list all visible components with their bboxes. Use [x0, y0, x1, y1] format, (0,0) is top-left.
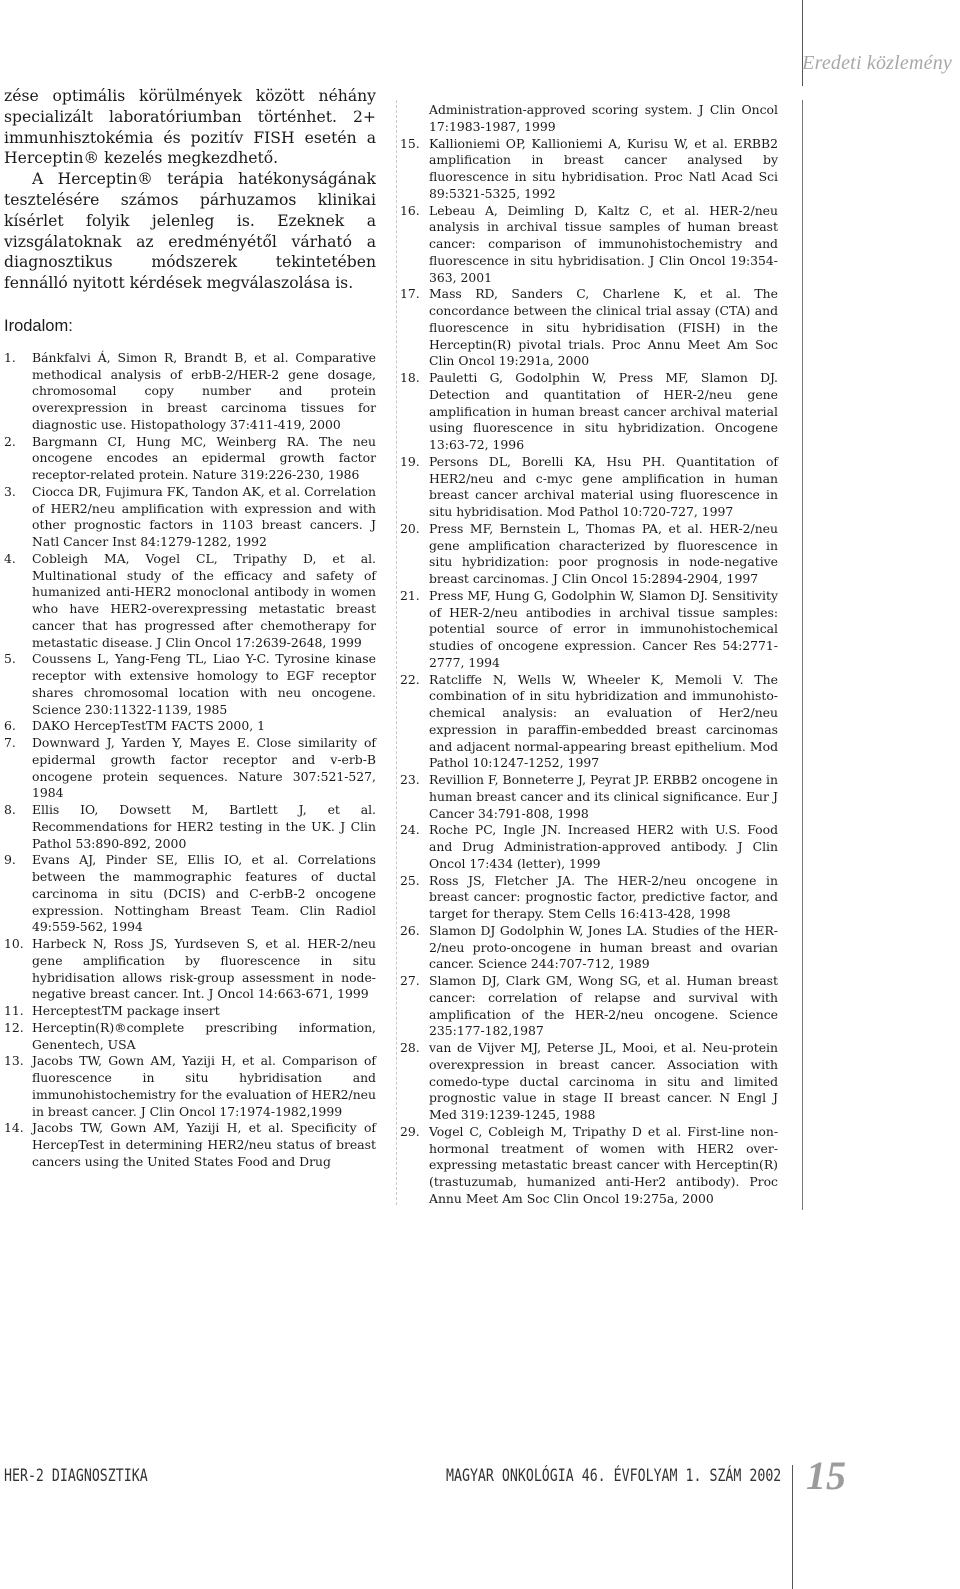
- reference-number: 11.: [4, 1003, 24, 1019]
- reference-number: 21.: [400, 587, 420, 603]
- reference-text: Herceptin(R)®complete prescribing information, Genentech, USA: [32, 1019, 376, 1052]
- reference-text: Ross JS, Fletcher JA. The HER-2/neu oncogene in breast cancer: prognostic factor, predictive factor, and target for therapy. Stem Cells 16:413-428, 1998: [429, 872, 778, 921]
- reference-item: [400, 203, 778, 287]
- right-column: [400, 102, 778, 1208]
- reference-text: Cobleigh MA, Vogel CL, Tripathy D, et al. Multinational study of the efficacy and safety of humanized anti-HER2 monoclonal antibody in women who have HER2-overexpressing metastatic breast cancer that has progressed after chemotherapy for metastatic disease. J Clin Oncol 17:2639-2648, 1999: [32, 550, 376, 650]
- reference-item: [400, 672, 778, 773]
- reference-list-right: [400, 102, 778, 1208]
- reference-item: [4, 484, 376, 551]
- reference-number: 10.: [4, 936, 24, 952]
- reference-number: 27.: [400, 973, 420, 988]
- reference-number: 28.: [400, 1040, 420, 1055]
- reference-number: 18.: [400, 370, 420, 385]
- reference-text: Evans AJ, Pinder SE, Ellis IO, et al. Correlations between the mammographic features of ductal carcinoma in situ (DCIS) and C-erbB-2 oncogene expression. Nottingham Breast Team. Clin Radiol 49:559-562, 1994: [32, 852, 376, 935]
- reference-item: [4, 802, 376, 852]
- reference-item: [4, 852, 376, 936]
- reference-item: [400, 588, 778, 672]
- reference-number: 24.: [400, 822, 420, 838]
- reference-text: Vogel C, Cobleigh M, Tripathy D et al. First-line non-hormonal treatment of women with HER2 over-expressing metastatic breast cancer with Herceptin(R) (trastuzumab, humanized anti-Her2 antibody). Proc Annu Meet Am Soc Clin Oncol 19:275a, 2000: [429, 1123, 778, 1206]
- reference-text: van de Vijver MJ, Peterse JL, Mooi, et al. Neu-protein overexpression in breast cancer. Association with comedo-type ductal carcinoma in situ and limited prognostic value in stage II breast cancer. N Engl J Med 319:1239-1245, 1988: [429, 1040, 778, 1122]
- reference-number: 3.: [4, 483, 16, 499]
- reference-item: [400, 923, 778, 973]
- reference-item: [4, 651, 376, 718]
- reference-text: Kallioniemi OP, Kallioniemi A, Kurisu W, et al. ERBB2 amplification in breast cancer analysed by fluorescence in situ hybridisation. Proc Natl Acad Sci 89:5321-5325, 1992: [429, 135, 778, 201]
- reference-text: Jacobs TW, Gown AM, Yaziji H, et al. Specificity of HercepTest in determining HER2/neu status of breast cancers using the United States Food and Drug: [32, 1120, 376, 1169]
- left-column: [4, 86, 376, 1171]
- reference-item: [400, 521, 778, 588]
- reference-item: [400, 873, 778, 923]
- reference-text: Persons DL, Borelli KA, Hsu PH. Quantitation of HER2/neu and c-myc gene amplification in human breast cancer archival material using fluorescence in situ hybridisation. Mod Pathol 10:720-727, 1997: [429, 453, 778, 519]
- reference-number: 16.: [400, 202, 420, 218]
- reference-number: 26.: [400, 922, 420, 938]
- reference-text: Roche PC, Ingle JN. Increased HER2 with U.S. Food and Drug Administration-approved antibody. J Clin Oncol 17:434 (letter), 1999: [429, 822, 778, 871]
- reference-item: [400, 286, 778, 370]
- footer-section-name: HER-2 DIAGNOSZTIKA: [4, 1466, 148, 1486]
- reference-text: Ciocca DR, Fujimura FK, Tandon AK, et al. Correlation of HER2/neu amplification with expression and with other prognostic factors in 1103 breast cancers. J Natl Cancer Inst 84:1279-1282, 1992: [32, 483, 376, 550]
- reference-number: 23.: [400, 772, 420, 787]
- reference-number: 13.: [4, 1053, 24, 1069]
- reference-text: Slamon DJ, Clark GM, Wong SG, et al. Human breast cancer: correlation of relapse and survival with amplification of the HER-2/neu oncogene. Science 235:177-182,1987: [429, 973, 778, 1039]
- reference-item: [4, 551, 376, 652]
- intro-paragraph-2: A Herceptin® terápia hatékonyságának tesztelésére számos párhuzamos klinikai kísérlet folyik jelenleg is. Ezeknek a vizsgálatoknak az eredményétől várható a diagnosztikus módszerek tekintetében fennálló nyitott kérdések megválaszolása is.: [4, 170, 376, 293]
- reference-number: 9.: [4, 852, 16, 868]
- reference-number: 14.: [4, 1120, 24, 1136]
- footer-journal-info: MAGYAR ONKOLÓGIA 46. ÉVFOLYAM 1. SZÁM 2002: [446, 1466, 782, 1486]
- reference-text: Mass RD, Sanders C, Charlene K, et al. The concordance between the clinical trial assay (CTA) and fluorescence in situ hybridisation (FISH) in the Herceptin(R) pivotal trials. Proc Annu Meet Am Soc Clin Oncol 19:291a, 2000: [429, 286, 778, 369]
- reference-item: [4, 735, 376, 802]
- reference-number: 2.: [4, 433, 16, 449]
- reference-item: [400, 1040, 778, 1124]
- reference-item: [400, 822, 778, 872]
- reference-text: Lebeau A, Deimling D, Kaltz C, et al. HER-2/neu analysis in archival tissue samples of human breast cancer: comparison of immunohistochemistry and fluorescence in situ hybridisation. J Clin Oncol 19:354-363, 2001: [429, 202, 778, 285]
- reference-item: [4, 1120, 376, 1170]
- reference-text: Press MF, Bernstein L, Thomas PA, et al. HER-2/neu gene amplification characterized by fluorescence in situ hybridization: poor prognosis in node-negative breast carcinomas. J Clin Oncol 15:2894-2904, 1997: [429, 520, 778, 586]
- section-header-title: Eredeti közlemény: [802, 52, 952, 74]
- reference-number: 20.: [400, 520, 420, 536]
- right-margin-rule: [802, 100, 803, 1210]
- reference-number: 4.: [4, 550, 16, 566]
- reference-text: Press MF, Hung G, Godolphin W, Slamon DJ. Sensitivity of HER-2/neu antibodies in archival tissue samples: potential source of error in immunohistochemical studies of oncogene expression. Cancer Res 54:2771-2777, 1994: [429, 587, 778, 670]
- reference-text: Slamon DJ Godolphin W, Jones LA. Studies of the HER-2/neu proto-oncogene in human breast and ovarian cancer. Science 244:707-712, 1989: [429, 922, 778, 972]
- reference-number: 17.: [400, 286, 420, 302]
- reference-text: Bargmann CI, Hung MC, Weinberg RA. The neu oncogene encodes an epidermal growth factor receptor-related protein. Nature 319:226-230, 1986: [32, 433, 376, 483]
- reference-text: Downward J, Yarden Y, Mayes E. Close similarity of epidermal growth factor receptor and v-erb-B oncogene protein sequences. Nature 307:521-527, 1984: [32, 735, 376, 801]
- reference-item: [4, 936, 376, 1003]
- reference-number: 7.: [4, 735, 16, 751]
- reference-number: 15.: [400, 135, 420, 151]
- reference-number: 22.: [400, 671, 420, 687]
- reference-text: Revillion F, Bonneterre J, Peyrat JP. ERBB2 oncogene in human breast cancer and its clinical significance. Eur J Cancer 34:791-808, 1998: [429, 772, 778, 821]
- reference-item: [400, 136, 778, 203]
- reference-text: Jacobs TW, Gown AM, Yaziji H, et al. Comparison of fluorescence in situ hybridisation and immunohistochemistry for the evaluation of HER2/neu in breast cancer. J Clin Oncol 17:1974-1982,1999: [32, 1053, 376, 1119]
- reference-item: [4, 434, 376, 484]
- reference-item: [4, 1053, 376, 1120]
- reference-number: 19.: [400, 453, 420, 469]
- reference-item: [4, 1003, 376, 1020]
- intro-paragraph-1: zése optimális körülmények között néhány specializált laboratóriumban történhet. 2+ immunhisztokémia és pozitív FISH esetén a Herceptin® kezelés megkezdhető.: [4, 87, 376, 168]
- reference-text: Ellis IO, Dowsett M, Bartlett J, et al. Recommendations for HER2 testing in the UK. J Clin Pathol 53:890-892, 2000: [32, 802, 376, 851]
- reference-item: [400, 454, 778, 521]
- reference-number: 12.: [4, 1019, 24, 1035]
- reference-item: [400, 370, 778, 454]
- reference-text: HerceptestTM package insert: [32, 1003, 220, 1019]
- reference-number: 5.: [4, 651, 16, 667]
- reference-item: [4, 350, 376, 434]
- reference-item: [400, 1124, 778, 1208]
- reference-text: Coussens L, Yang-Feng TL, Liao Y-C. Tyrosine kinase receptor with extensive homology to EGF receptor shares chromosomal location with neu oncogene. Science 230:11322-1139, 1985: [32, 651, 376, 717]
- reference-item: [400, 973, 778, 1040]
- reference-number: 29.: [400, 1123, 420, 1139]
- intro-text: [4, 86, 376, 294]
- reference-text: Bánkfalvi Á, Simon R, Brandt B, et al. Comparative methodical analysis of erbB-2/HER-2 gene dosage, chromosomal copy number and protein overexpression in breast carcinoma tissues for diagnostic use. Histopathology 37:411-419, 2000: [32, 349, 376, 432]
- page-number: 15: [806, 1453, 846, 1498]
- reference-text: Ratcliffe N, Wells W, Wheeler K, Memoli V. The combination of in situ hybridization and immunohisto-chemical analysis: an evaluation of Her2/neu expression in paraffin-embedded breast carcinomas and adjacent normal-appearing breast epithelium. Mod Pathol 10:1247-1252, 1997: [429, 671, 778, 771]
- reference-item: [4, 1020, 376, 1054]
- reference-number: 6.: [4, 718, 16, 734]
- reference-number: 1.: [4, 349, 16, 365]
- reference-item: [400, 772, 778, 822]
- references-heading: Irodalom:: [4, 316, 73, 335]
- column-divider: [396, 100, 397, 1205]
- footer-vertical-rule: [792, 1465, 793, 1589]
- reference-number: 8.: [4, 802, 16, 818]
- reference-text: Pauletti G, Godolphin W, Press MF, Slamon DJ. Detection and quantitation of HER-2/neu gene amplification in human breast cancer archival material using fluorescence in situ hybridization. Oncogene 13:63-72, 1996: [429, 370, 778, 452]
- reference-item: [4, 718, 376, 735]
- reference-text: DAKO HercepTestTM FACTS 2000, 1: [32, 718, 265, 734]
- reference-continuation: Administration-approved scoring system. J Clin Oncol 17:1983-1987, 1999: [429, 102, 778, 134]
- reference-number: 25.: [400, 872, 420, 888]
- reference-text: Harbeck N, Ross JS, Yurdseven S, et al. HER-2/neu gene amplification by fluorescence in situ hybridisation allows risk-group assessment in node-negative breast cancer. Int. J Oncol 14:663-671, 1999: [32, 936, 376, 1002]
- reference-list-left: [4, 350, 376, 1171]
